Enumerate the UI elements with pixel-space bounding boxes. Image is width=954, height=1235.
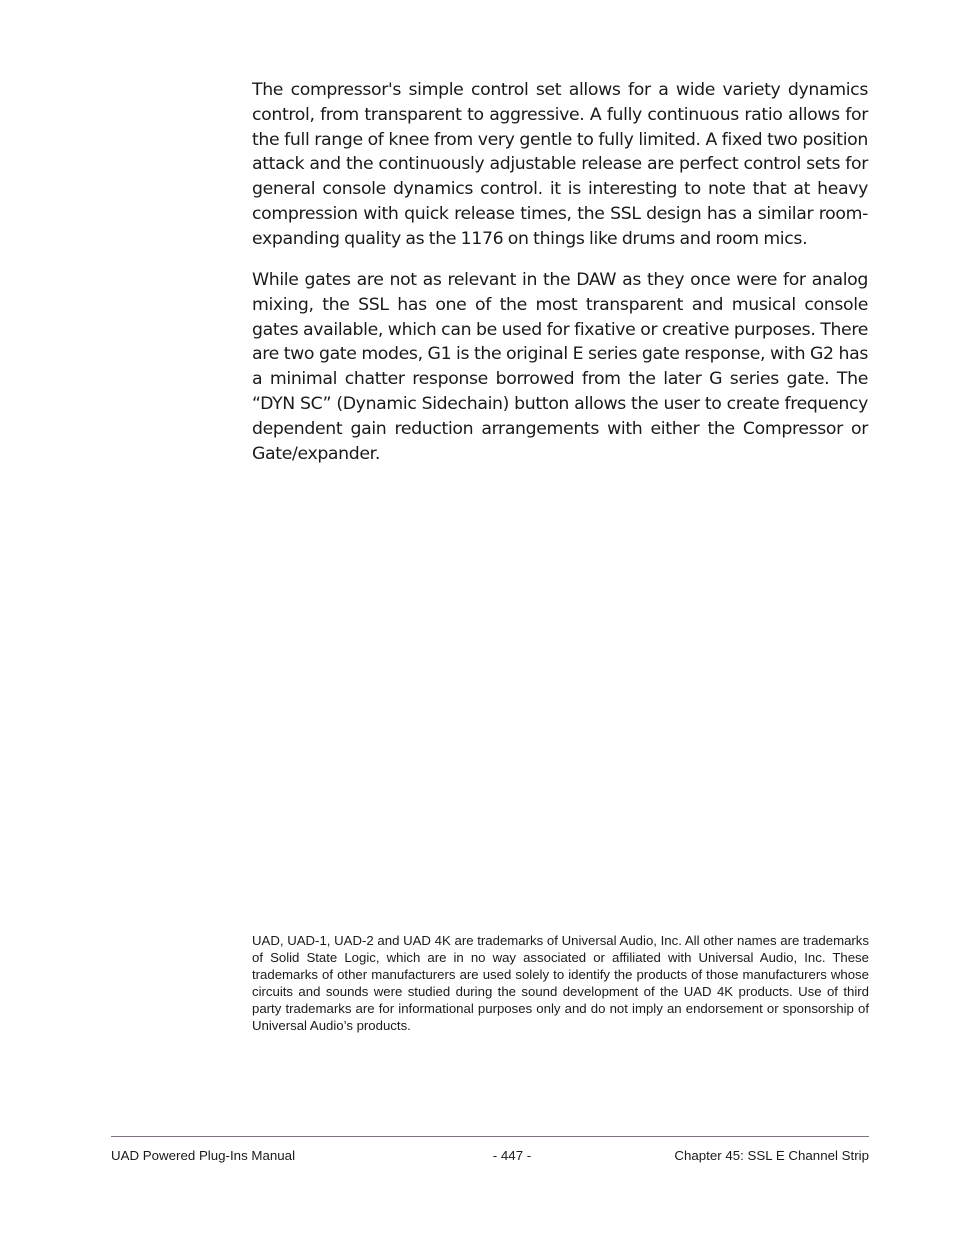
- body-paragraph-gate: While gates are not as relevant in the DAW as they once were for analog mixing, the SSL has one of the most transparent and musical console gates available, which can be used for fixative or creative purposes. There are two gate modes, G1 is the original E series gate response, with G2 has a minimal chatter response borrowed from the later G series gate. The “DYN SC” (Dynamic Sidechain) button allows the user to create frequency dependent gain reduction arrangements with either the Compressor or Gate/expander.: [252, 270, 868, 464]
- trademark-notice: UAD, UAD-1, UAD-2 and UAD 4K are trademarks of Universal Audio, Inc. All other names are trademarks of Solid State Logic, which are in no way associated or affiliated with Universal Audio, Inc. These trademarks of other manufacturers are used solely to identify the products of those manufacturers whose circuits and sounds were studied during the sound development of the UAD 4K products. Use of third party trademarks are for informational purposes only and do not imply an endorsement or sponsorship of Universal Audio’s products.: [252, 933, 869, 1033]
- footer-page-number: - 447 -: [492, 1148, 532, 1163]
- footer-divider: [111, 1136, 869, 1137]
- footer-manual-title: UAD Powered Plug-Ins Manual: [111, 1148, 296, 1163]
- footer-chapter-title: Chapter 45: SSL E Channel Strip: [674, 1148, 869, 1163]
- body-paragraph-compressor: The compressor's simple control set allows for a wide variety dynamics control, from transparent to aggressive. A fully continuous ratio allows for the full range of knee from very gentle to fully limited. A fixed two position attack and the continuously adjustable release are perfect control sets for general console dynamics control. it is interesting to note that at heavy compression with quick release times, the SSL design has a similar room-expanding quality as the 1176 on things like drums and room mics.: [252, 80, 868, 249]
